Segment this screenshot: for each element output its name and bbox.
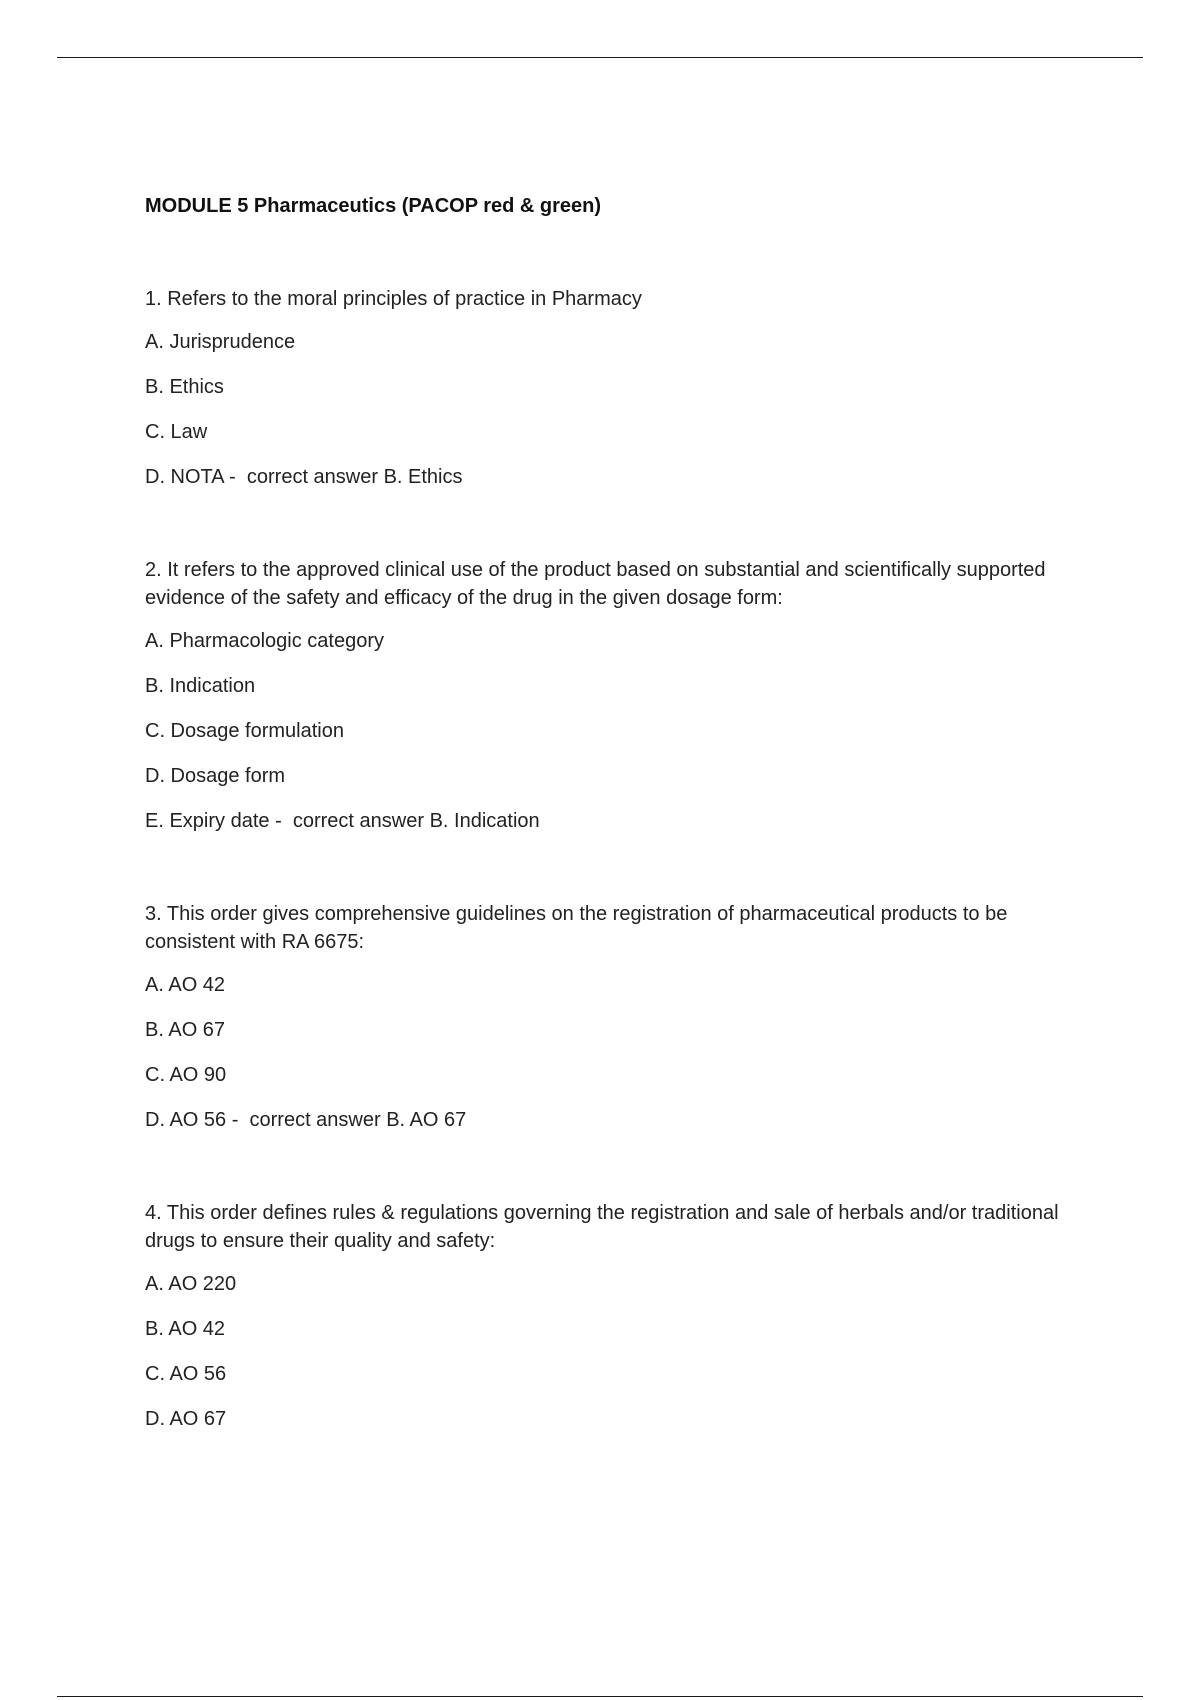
- question-text: 2. It refers to the approved clinical use of the product based on substantial and scientifically supported evidence of the safety and efficacy of the drug in the given dosage form:: [145, 559, 1046, 609]
- option-b: B. Indication: [145, 675, 256, 697]
- bottom-rule: [57, 1696, 1143, 1697]
- document-title: MODULE 5 Pharmaceutics (PACOP red & green): [145, 195, 602, 217]
- question-4: [145, 1199, 1090, 1432]
- option-a: A. Jurisprudence: [145, 331, 296, 353]
- option-e: E. Expiry date: [145, 810, 270, 832]
- top-rule: [57, 57, 1143, 58]
- document-body: [145, 193, 1090, 1498]
- question-3: [145, 900, 1090, 1133]
- option-b: B. AO 42: [145, 1318, 226, 1340]
- option-c: C. AO 56: [145, 1363, 227, 1385]
- option-c: C. AO 90: [145, 1064, 227, 1086]
- option-d: D. NOTA: [145, 466, 224, 488]
- correct-answer: correct answer B. Ethics: [246, 466, 463, 488]
- option-a: A. Pharmacologic category: [145, 630, 385, 652]
- option-d-with-answer: D. NOTA - correct answer B. Ethics: [145, 466, 463, 488]
- correct-answer: correct answer B. AO 67: [249, 1109, 467, 1131]
- option-d: D. AO 56: [145, 1109, 227, 1131]
- question-text: 1. Refers to the moral principles of practice in Pharmacy: [145, 288, 642, 310]
- option-a: A. AO 42: [145, 974, 226, 996]
- option-e-with-answer: E. Expiry date - correct answer B. Indication: [145, 810, 540, 832]
- option-a: A. AO 220: [145, 1273, 237, 1295]
- question-text: 3. This order gives comprehensive guidelines on the registration of pharmaceutical products to be consistent with RA 6675:: [145, 903, 1008, 953]
- option-d-with-answer: D. AO 56 - correct answer B. AO 67: [145, 1109, 467, 1131]
- correct-answer: correct answer B. Indication: [292, 810, 540, 832]
- option-b: B. Ethics: [145, 376, 224, 398]
- option-b: B. AO 67: [145, 1019, 226, 1041]
- option-c: C. Dosage formulation: [145, 720, 344, 742]
- question-text: 4. This order defines rules & regulations governing the registration and sale of herbals and/or traditional drugs to ensure their quality and safety:: [145, 1202, 1059, 1252]
- option-d: D. Dosage form: [145, 765, 286, 787]
- question-2: [145, 556, 1090, 834]
- question-1: [145, 285, 1090, 490]
- option-c: C. Law: [145, 421, 208, 443]
- option-d: D. AO 67: [145, 1408, 227, 1430]
